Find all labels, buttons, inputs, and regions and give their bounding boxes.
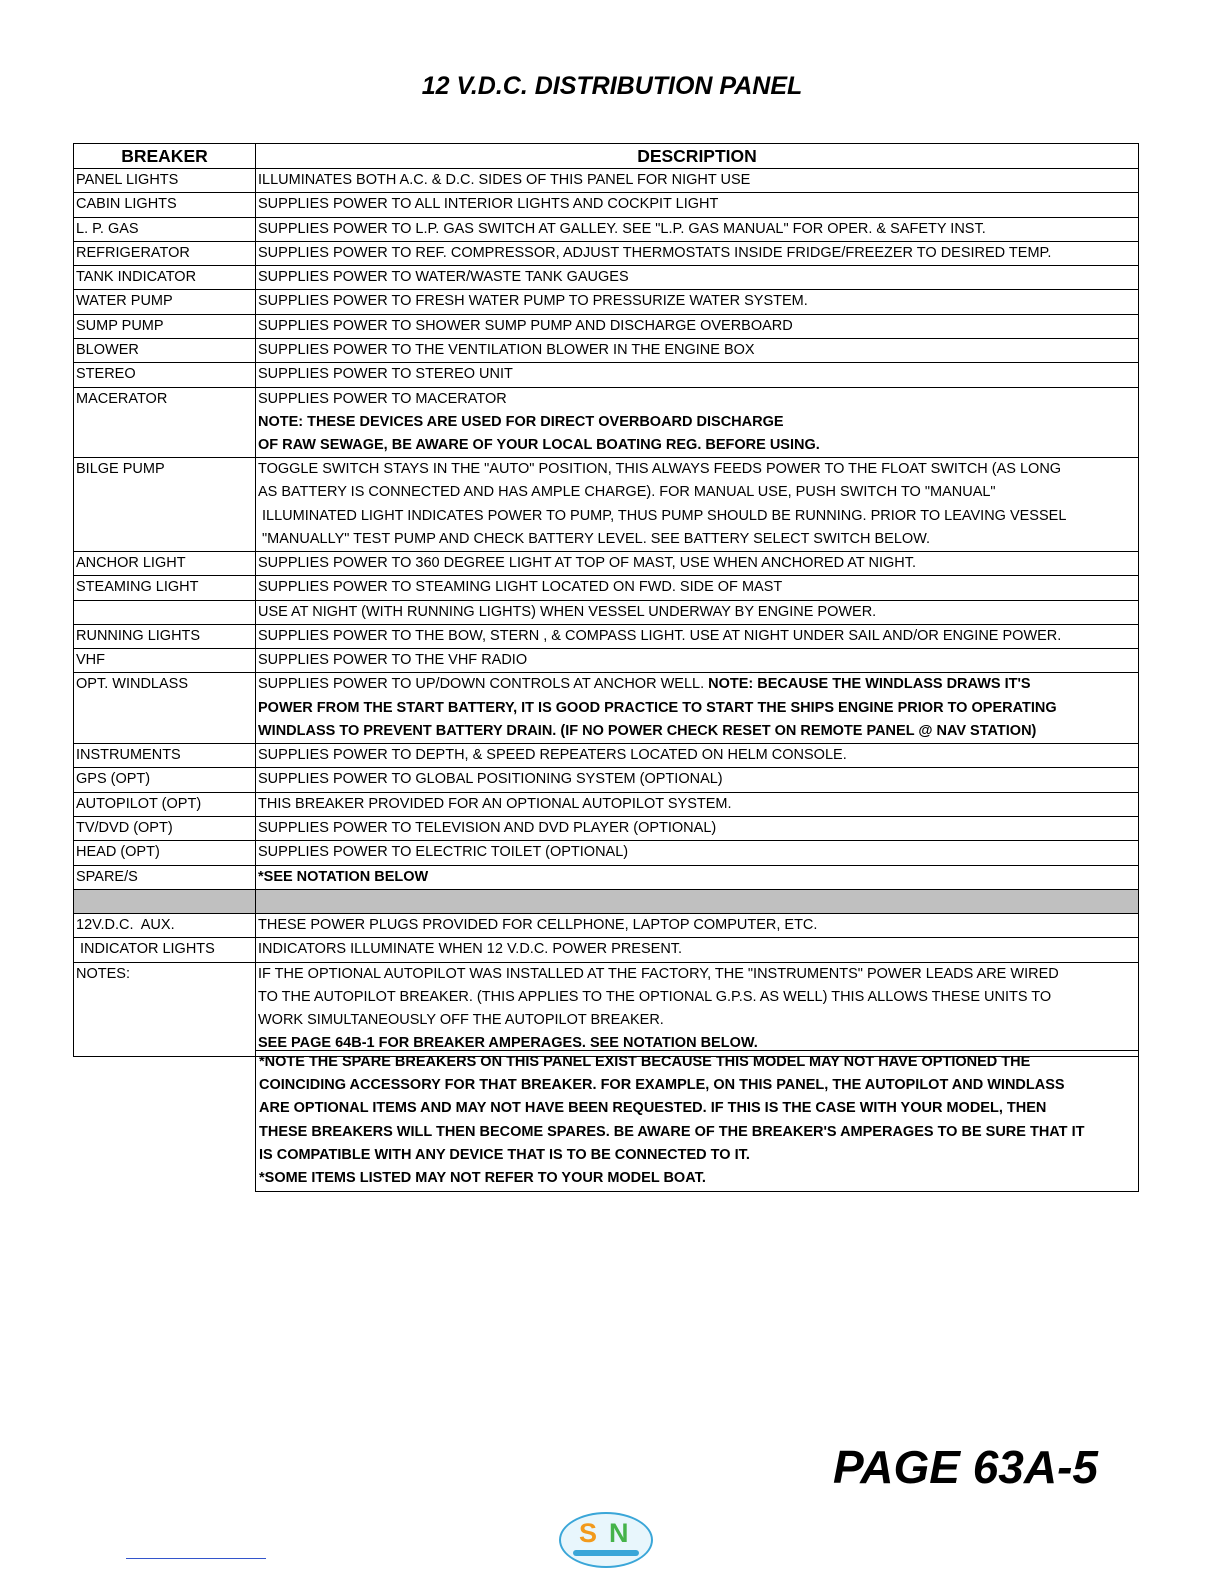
description-cell: SUPPLIES POWER TO 360 DEGREE LIGHT AT TOP OF MAST, USE WHEN ANCHORED AT NIGHT. (256, 552, 1139, 576)
breaker-cell: STEAMING LIGHT (74, 576, 256, 600)
breaker-header: BREAKER (74, 144, 256, 169)
description-cell: THESE POWER PLUGS PROVIDED FOR CELLPHONE, LAPTOP COMPUTER, ETC. (256, 914, 1139, 938)
description-cell: SUPPLIES POWER TO SHOWER SUMP PUMP AND DISCHARGE OVERBOARD (256, 314, 1139, 338)
notation-line: THESE BREAKERS WILL THEN BECOME SPARES. BE AWARE OF THE BREAKER'S AMPERAGES TO BE SURE THAT IT (259, 1123, 1085, 1140)
description-line: TO THE AUTOPILOT BREAKER. (THIS APPLIES TO THE OPTIONAL G.P.S. AS WELL) THIS ALLOWS THESE UNITS TO (258, 988, 1052, 1005)
breaker-cell: WATER PUMP (74, 290, 256, 314)
notation-cell (256, 1051, 1139, 1192)
logo-letter-n: N (609, 1518, 629, 1548)
notation-line: ARE OPTIONAL ITEMS AND MAY NOT HAVE BEEN REQUESTED. IF THIS IS THE CASE WITH YOUR MODEL, THEN (259, 1100, 1047, 1117)
breaker-cell: OPT. WINDLASS (74, 673, 256, 744)
page-title: 12 V.D.C. DISTRIBUTION PANEL (421, 72, 803, 100)
description-cell: SUPPLIES POWER TO TELEVISION AND DVD PLAYER (OPTIONAL) (256, 816, 1139, 840)
breaker-cell: TV/DVD (OPT) (74, 816, 256, 840)
description-line: TOGGLE SWITCH STAYS IN THE "AUTO" POSITION, THIS ALWAYS FEEDS POWER TO THE FLOAT SWITCH (AS LONG (258, 461, 1062, 478)
description-cell (256, 387, 1139, 458)
breaker-cell: RUNNING LIGHTS (74, 624, 256, 648)
description-text: SUPPLIES POWER TO UP/DOWN CONTROLS AT ANCHOR WELL. (258, 676, 709, 693)
table-header-row (74, 144, 1139, 169)
table-row (74, 314, 1139, 338)
description-cell: SUPPLIES POWER TO FRESH WATER PUMP TO PRESSURIZE WATER SYSTEM. (256, 290, 1139, 314)
table-row (74, 938, 1139, 962)
table-row (74, 768, 1139, 792)
description-cell: SUPPLIES POWER TO THE BOW, STERN , & COMPASS LIGHT. USE AT NIGHT UNDER SAIL AND/OR ENGINE POWER. (256, 624, 1139, 648)
description-header: DESCRIPTION (256, 144, 1139, 169)
description-cell: SUPPLIES POWER TO ALL INTERIOR LIGHTS AND COCKPIT LIGHT (256, 193, 1139, 217)
note-line: OF RAW SEWAGE, BE AWARE OF YOUR LOCAL BOATING REG. BEFORE USING. (258, 437, 820, 454)
description-cell: USE AT NIGHT (WITH RUNNING LIGHTS) WHEN VESSEL UNDERWAY BY ENGINE POWER. (256, 600, 1139, 624)
breaker-cell: VHF (74, 649, 256, 673)
note-line: SEE PAGE 64B-1 FOR BREAKER AMPERAGES. SEE NOTATION BELOW. (258, 1035, 758, 1052)
table-row (74, 649, 1139, 673)
breaker-cell: GPS (OPT) (74, 768, 256, 792)
table-row (74, 792, 1139, 816)
notation-line: IS COMPATIBLE WITH ANY DEVICE THAT IS TO BE CONNECTED TO IT. (259, 1146, 750, 1163)
breaker-cell (74, 600, 256, 624)
description-cell (256, 458, 1139, 552)
breaker-cell: SPARE/S (74, 865, 256, 889)
table-row (74, 841, 1139, 865)
table-row (74, 962, 1139, 1056)
breaker-table (73, 143, 1139, 1057)
description-cell (256, 673, 1139, 744)
description-cell: SUPPLIES POWER TO STEREO UNIT (256, 363, 1139, 387)
breaker-cell: INSTRUMENTS (74, 744, 256, 768)
breaker-cell: REFRIGERATOR (74, 241, 256, 265)
table-row (74, 290, 1139, 314)
logo-letter-s: S (579, 1518, 598, 1548)
notation-row (256, 1051, 1139, 1192)
description-cell: SUPPLIES POWER TO GLOBAL POSITIONING SYSTEM (OPTIONAL) (256, 768, 1139, 792)
table-row (74, 266, 1139, 290)
description-cell: SUPPLIES POWER TO REF. COMPRESSOR, ADJUST THERMOSTATS INSIDE FRIDGE/FREEZER TO DESIRED TEMP. (256, 241, 1139, 265)
breaker-cell: HEAD (OPT) (74, 841, 256, 865)
page-number: PAGE 63A-5 (832, 1441, 1098, 1493)
description-cell: SUPPLIES POWER TO L.P. GAS SWITCH AT GALLEY. SEE "L.P. GAS MANUAL" FOR OPER. & SAFETY INST. (256, 217, 1139, 241)
breaker-cell: NOTES: (74, 962, 256, 1056)
description-line (258, 673, 1136, 696)
table-row (74, 458, 1139, 552)
spacer-cell (74, 889, 256, 913)
description-line: "MANUALLY" TEST PUMP AND CHECK BATTERY LEVEL. SEE BATTERY SELECT SWITCH BELOW. (262, 530, 931, 547)
description-line: IF THE OPTIONAL AUTOPILOT WAS INSTALLED AT THE FACTORY, THE "INSTRUMENTS" POWER LEADS ARE WIRED (258, 965, 1059, 982)
table-row (74, 576, 1139, 600)
description-cell: *SEE NOTATION BELOW (256, 865, 1139, 889)
breaker-cell: CABIN LIGHTS (74, 193, 256, 217)
description-cell: THIS BREAKER PROVIDED FOR AN OPTIONAL AUTOPILOT SYSTEM. (256, 792, 1139, 816)
table-row (74, 552, 1139, 576)
breaker-cell: L. P. GAS (74, 217, 256, 241)
footer-link-underline[interactable] (126, 1558, 266, 1559)
note-text: NOTE: BECAUSE THE WINDLASS DRAWS IT'S (708, 676, 1031, 693)
table-row (74, 217, 1139, 241)
breaker-cell: TANK INDICATOR (74, 266, 256, 290)
description-cell: SUPPLIES POWER TO THE VENTILATION BLOWER IN THE ENGINE BOX (256, 339, 1139, 363)
description-cell: ILLUMINATES BOTH A.C. & D.C. SIDES OF THIS PANEL FOR NIGHT USE (256, 169, 1139, 193)
description-cell: SUPPLIES POWER TO DEPTH, & SPEED REPEATERS LOCATED ON HELM CONSOLE. (256, 744, 1139, 768)
table-row (74, 193, 1139, 217)
table-row (74, 241, 1139, 265)
description-cell: SUPPLIES POWER TO THE VHF RADIO (256, 649, 1139, 673)
logo-ring (559, 1512, 653, 1568)
description-cell (256, 962, 1139, 1056)
table-row (74, 865, 1139, 889)
notation-line: COINCIDING ACCESSORY FOR THAT BREAKER. FOR EXAMPLE, ON THIS PANEL, THE AUTOPILOT AND WINDLASS (259, 1077, 1065, 1094)
breaker-cell: STEREO (74, 363, 256, 387)
breaker-cell: ANCHOR LIGHT (74, 552, 256, 576)
logo-wave-icon (573, 1550, 639, 1556)
breaker-cell: PANEL LIGHTS (74, 169, 256, 193)
table-row (74, 744, 1139, 768)
notation-line: *SOME ITEMS LISTED MAY NOT REFER TO YOUR MODEL BOAT. (259, 1170, 706, 1187)
table-row (74, 816, 1139, 840)
table-row (74, 387, 1139, 458)
breaker-cell: BLOWER (74, 339, 256, 363)
description-cell: SUPPLIES POWER TO WATER/WASTE TANK GAUGES (256, 266, 1139, 290)
table-row (74, 673, 1139, 744)
note-line: NOTE: THESE DEVICES ARE USED FOR DIRECT OVERBOARD DISCHARGE (258, 413, 784, 430)
spacer-cell (256, 889, 1139, 913)
description-line: WORK SIMULTANEOUSLY OFF THE AUTOPILOT BREAKER. (258, 1012, 664, 1029)
breaker-cell: 12V.D.C. AUX. (74, 914, 256, 938)
description-line: AS BATTERY IS CONNECTED AND HAS AMPLE CHARGE). FOR MANUAL USE, PUSH SWITCH TO "MANUAL" (258, 484, 996, 501)
notation-line: *NOTE THE SPARE BREAKERS ON THIS PANEL EXIST BECAUSE THIS MODEL MAY NOT HAVE OPTIONED THE (259, 1054, 1031, 1070)
breaker-cell: BILGE PUMP (74, 458, 256, 552)
table-row (74, 600, 1139, 624)
breaker-cell: MACERATOR (74, 387, 256, 458)
note-line: WINDLASS TO PREVENT BATTERY DRAIN. (IF NO POWER CHECK RESET ON REMOTE PANEL @ NAV STATION) (258, 722, 1037, 739)
breaker-cell: SUMP PUMP (74, 314, 256, 338)
note-line: POWER FROM THE START BATTERY, IT IS GOOD PRACTICE TO START THE SHIPS ENGINE PRIOR TO OPERATING (258, 699, 1057, 716)
breaker-cell: INDICATOR LIGHTS (74, 938, 256, 962)
description-line: ILLUMINATED LIGHT INDICATES POWER TO PUMP, THUS PUMP SHOULD BE RUNNING. PRIOR TO LEAVING VESSEL (262, 507, 1067, 524)
logo (559, 1512, 653, 1568)
notation-box (255, 1050, 1139, 1192)
description-cell: INDICATORS ILLUMINATE WHEN 12 V.D.C. POWER PRESENT. (256, 938, 1139, 962)
table-row (74, 169, 1139, 193)
spacer-row (74, 889, 1139, 913)
table-row (74, 914, 1139, 938)
description-cell: SUPPLIES POWER TO ELECTRIC TOILET (OPTIONAL) (256, 841, 1139, 865)
description-cell: SUPPLIES POWER TO STEAMING LIGHT LOCATED ON FWD. SIDE OF MAST (256, 576, 1139, 600)
description-line: SUPPLIES POWER TO MACERATOR (258, 390, 507, 407)
table-row (74, 363, 1139, 387)
breaker-cell: AUTOPILOT (OPT) (74, 792, 256, 816)
table-row (74, 624, 1139, 648)
table-row (74, 339, 1139, 363)
